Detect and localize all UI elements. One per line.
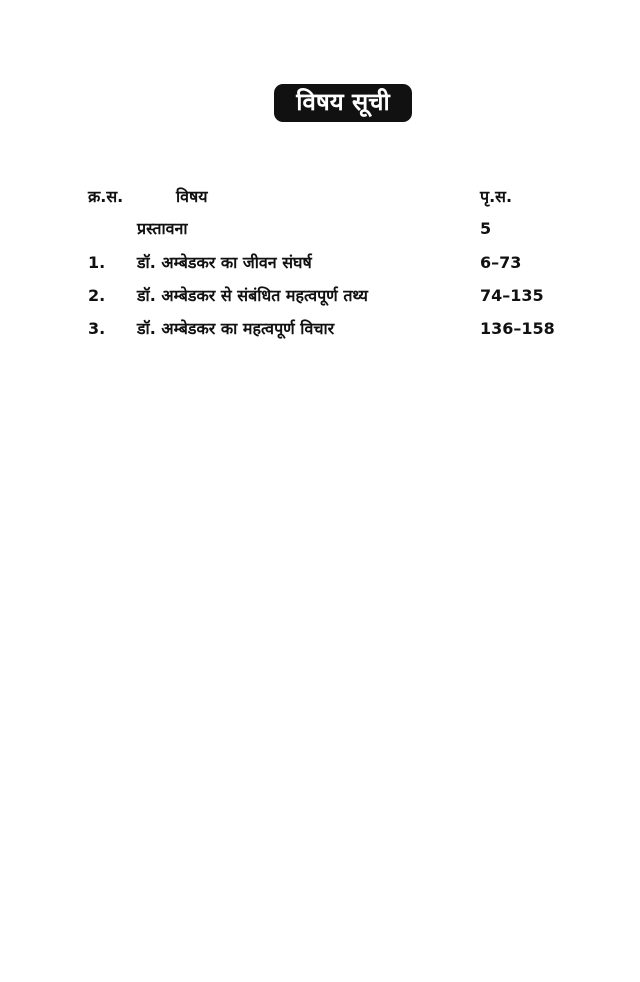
toc-row-num: 1. — [88, 253, 106, 272]
toc-row — [0, 283, 640, 309]
toc-row-num: 3. — [88, 319, 106, 338]
toc-row-title: डॉ. अम्बेडकर का जीवन संघर्ष — [137, 253, 312, 272]
toc-row — [0, 250, 640, 276]
toc-header-row — [0, 184, 640, 210]
toc-header-num: क्र.स. — [88, 187, 124, 206]
toc-row-title: डॉ. अम्बेडकर का महत्वपूर्ण विचार — [137, 319, 335, 338]
toc-row-page: 136–158 — [480, 319, 555, 338]
toc-row-page: 5 — [480, 219, 492, 238]
toc-row-page: 74–135 — [480, 286, 544, 305]
toc-header-title: विषय — [176, 187, 208, 206]
toc-row — [0, 216, 640, 242]
toc-row-page: 6–73 — [480, 253, 522, 272]
toc-row-title: प्रस्तावना — [137, 219, 188, 238]
toc-row-num: 2. — [88, 286, 106, 305]
toc-header-page: पृ.स. — [480, 187, 513, 206]
toc-row-title: डॉ. अम्बेडकर से संबंधित महत्वपूर्ण तथ्य — [137, 286, 368, 305]
toc-row — [0, 316, 640, 342]
page-title: विषय सूची — [274, 84, 412, 122]
